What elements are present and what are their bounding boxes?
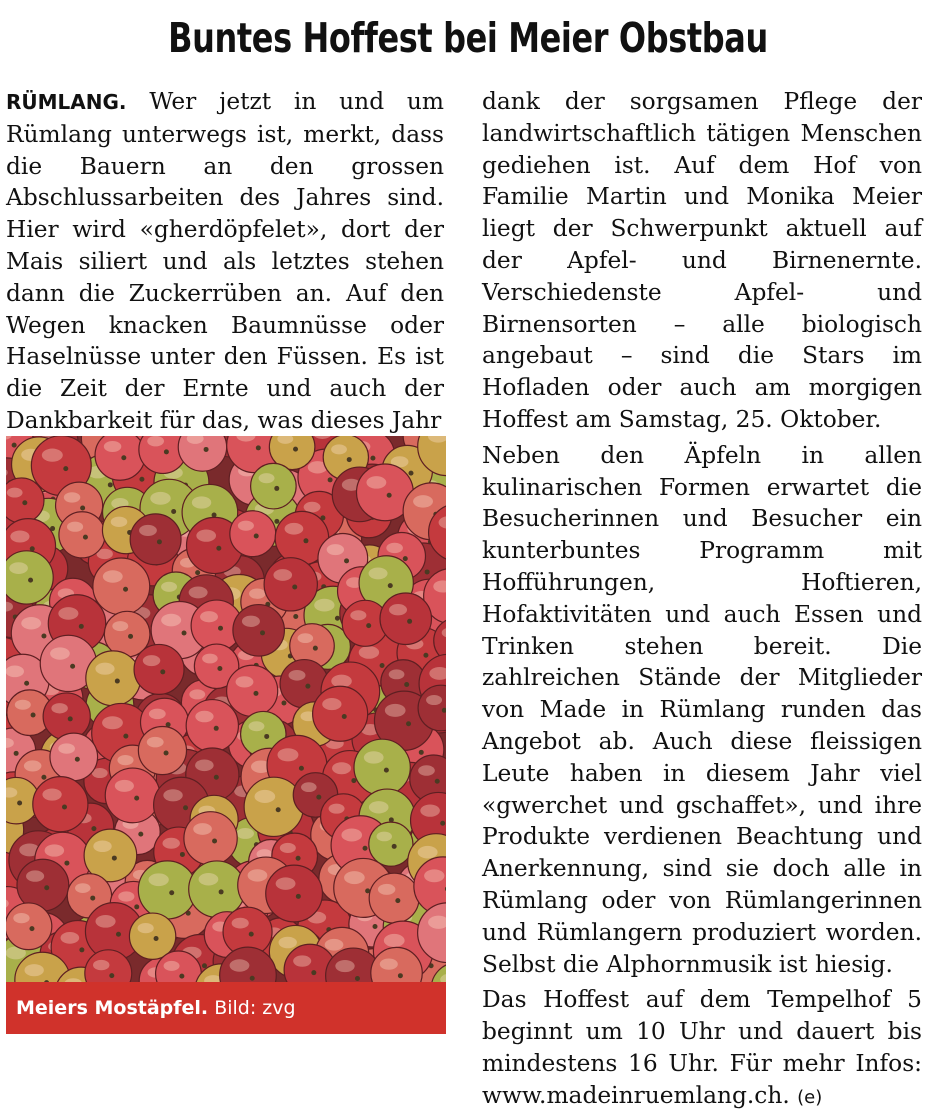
body-paragraph-1: dank der sorgsamen Pflege der landwirtschaftlich tätigen Menschen gediehen ist. Auf dem Hof von Familie Martin und Monika Meier liegt der Schwerpunkt aktuell auf der Apfel- und Birnenernte. Verschiedenste Apfel- und Birnensorten – alle biologisch angebaut – sind die Stars im Hofladen oder auch am morgigen Hoffest am Samstag, 25. Oktober. — [482, 88, 922, 433]
apple — [251, 463, 297, 509]
apple — [186, 700, 238, 752]
apple — [6, 903, 52, 950]
apple — [93, 558, 150, 615]
apple — [233, 605, 285, 657]
article-column-left — [6, 86, 444, 437]
apple — [6, 478, 44, 523]
body-paragraph-3-text: Das Hoffest auf dem Tempelhof 5 beginnt um 10 Uhr und dauert bis mindestens 16 Uhr. Für mehr Infos: www.madeinruemlang.ch. — [482, 986, 922, 1109]
apple — [264, 558, 317, 611]
apple — [130, 514, 181, 565]
apple — [43, 693, 90, 740]
caption-title: Meiers Mostäpfel. — [16, 997, 209, 1019]
apple — [105, 768, 160, 823]
body-paragraph-2: Neben den Äpfeln in allen kulinarischen Formen erwartet die Besucherinnen und Besucher ein kunterbuntes Programm mit Hofführungen, Hoftieren, Hofaktivitäten und auch Essen und Trinken stehen bereit. Die zahlreichen Stände der Mitglieder von Made in Rümlang runden das Angebot ab. Auch diese fleissigen Leute haben in diesem Jahr viel «gwerchet und gschaffet», und ihre Produkte verdienen Beachtung und Anerkennung, sind sie doch alle in Rümlang oder von Rümlangerinnen und Rümlangern produziert worden. Selbst die Alphornmusik ist hiesig. — [482, 441, 922, 978]
apple — [138, 861, 196, 919]
apple — [230, 511, 276, 557]
apple — [86, 651, 141, 706]
apple — [189, 861, 245, 917]
apple — [129, 913, 175, 959]
apple — [59, 512, 105, 558]
apple — [95, 436, 145, 480]
apple — [50, 733, 98, 781]
article-column-right — [482, 86, 922, 1114]
caption-credit: Bild: zvg — [214, 997, 296, 1019]
apple — [33, 777, 88, 832]
apple-pile-illustration — [6, 436, 446, 982]
apple — [134, 644, 184, 694]
lead-text: Wer jetzt in und um Rümlang unterwegs ist, merkt, dass die Bauern an den grossen Abschlussarbeiten des Jahres sind. Hier wird «gherdöpfelet», dort der Mais siliert und als letztes stehen dann die Zuckerrüben an. Auf den Wegen knacken Baumnüsse oder Haselnüsse unter den Füssen. Es ist die Zeit der Ernte und auch der Dankbarkeit für das, was dieses Jahr — [6, 88, 445, 434]
apple — [354, 739, 410, 795]
apple — [138, 726, 186, 774]
apple-photo — [6, 436, 446, 1034]
apple — [266, 865, 323, 922]
body-paragraph-3 — [482, 984, 922, 1113]
apple — [184, 812, 237, 865]
lead-paragraph — [6, 86, 444, 437]
apple — [227, 665, 278, 716]
apple — [6, 551, 53, 604]
photo-caption — [6, 982, 446, 1034]
dateline: RÜMLANG. — [6, 90, 127, 114]
apple — [380, 593, 432, 645]
apple — [369, 822, 413, 866]
article-headline: Buntes Hoffest bei Meier Obstbau — [168, 14, 768, 62]
apple — [369, 873, 419, 923]
apple — [313, 686, 368, 741]
author-initial: (e) — [797, 1086, 823, 1108]
